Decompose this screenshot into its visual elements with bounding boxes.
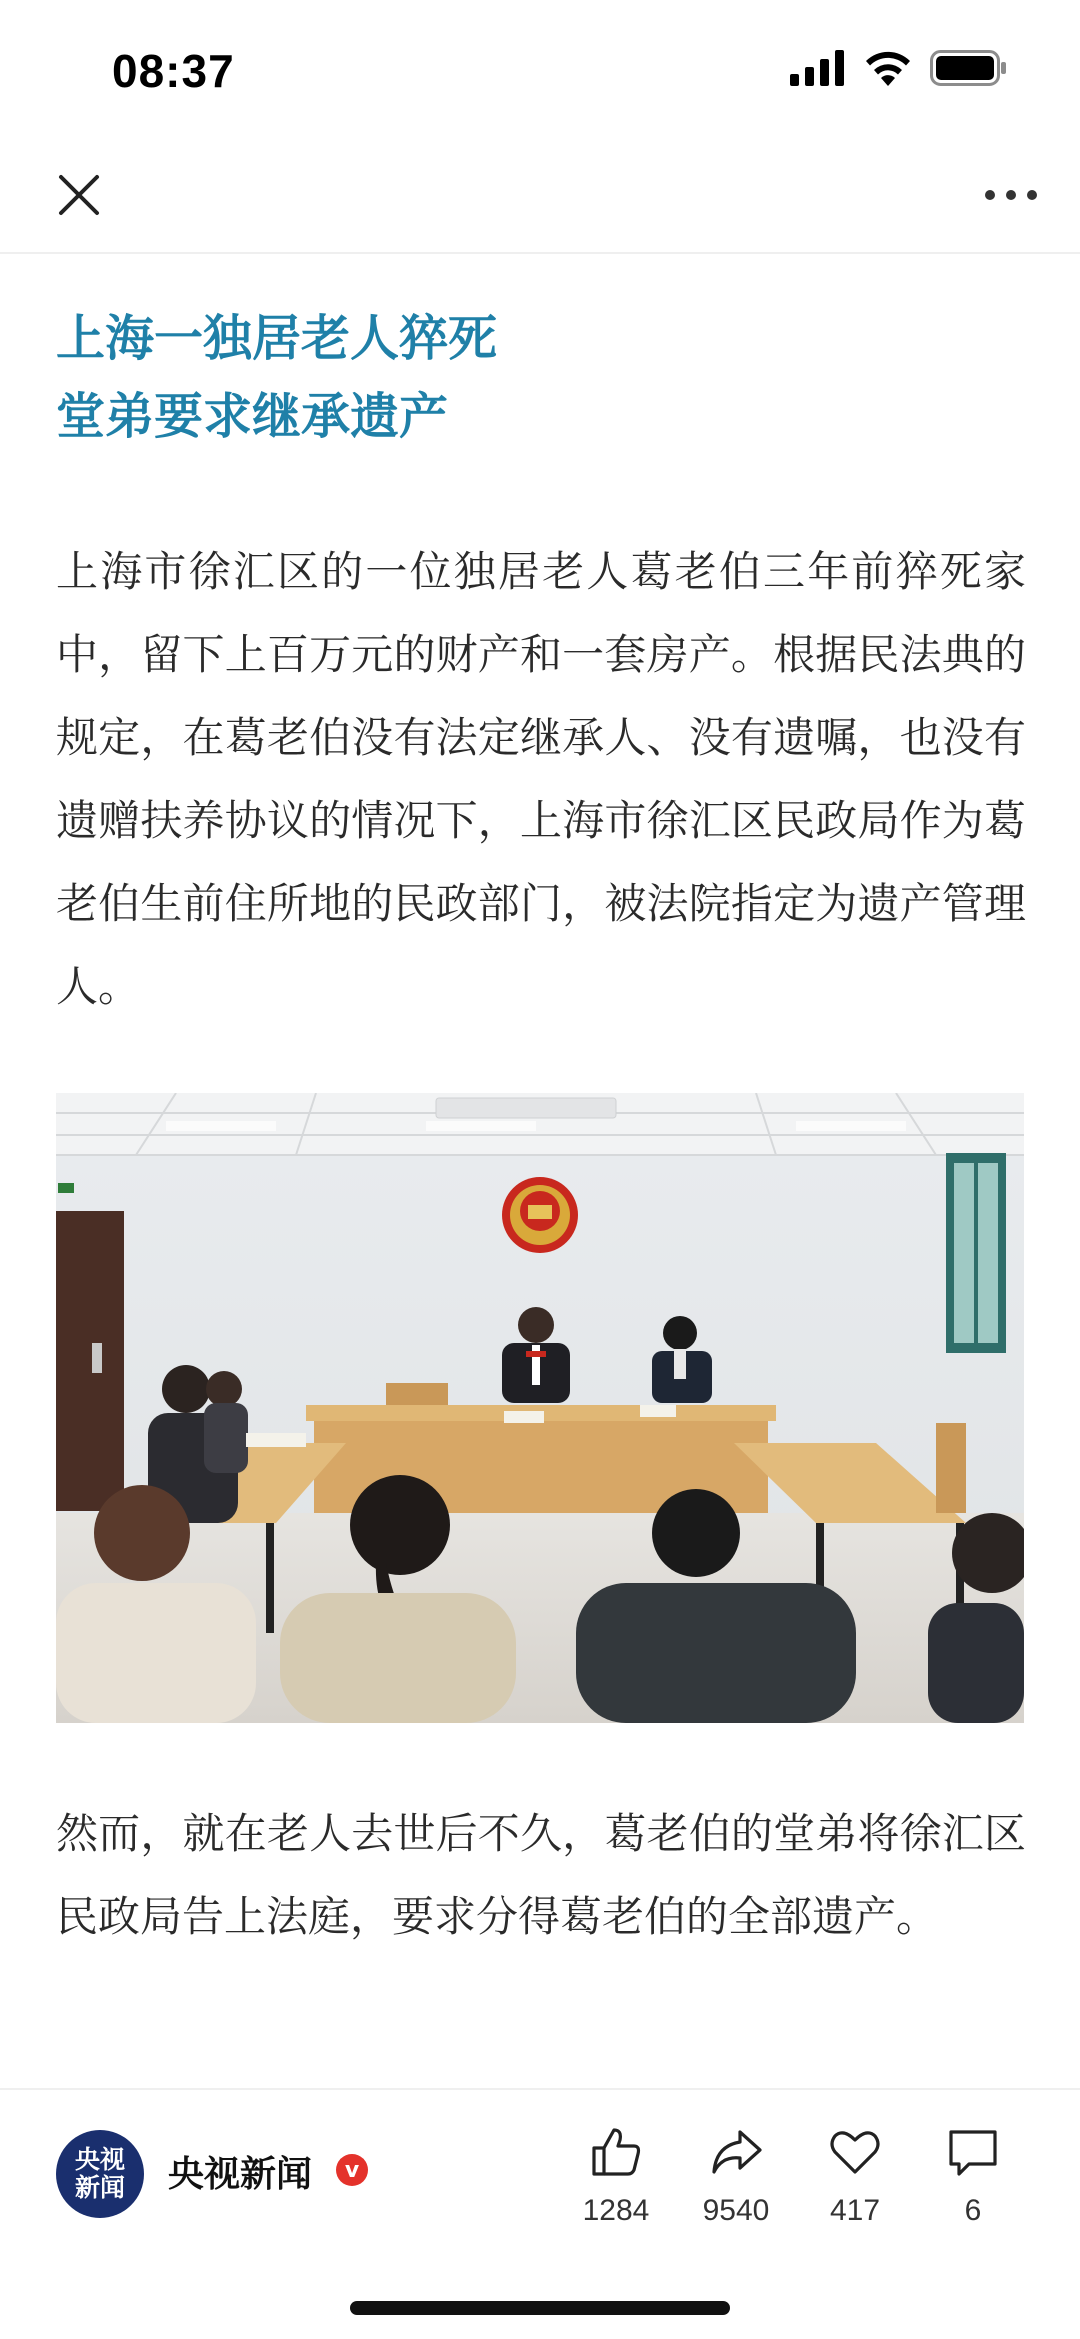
- wifi-icon: [864, 50, 912, 90]
- avatar-text-line-2: 新闻: [74, 2173, 125, 2202]
- article-body-paragraph-1: [56, 530, 1026, 1028]
- article-body-paragraph-2: [56, 1792, 1026, 1958]
- like-count: 1284: [582, 2194, 650, 2227]
- article-title-line-2: 堂弟要求继承遗产: [56, 388, 449, 445]
- more-options-button[interactable]: [976, 160, 1046, 230]
- comment-count: 6: [964, 2194, 982, 2227]
- signal-icon: [790, 50, 846, 90]
- source-name[interactable]: 央视新闻: [168, 2154, 313, 2195]
- top-navigation-bar: [0, 140, 1080, 254]
- more-icon: [983, 188, 1039, 202]
- status-icons: [790, 52, 1008, 88]
- status-bar: [0, 0, 1080, 140]
- favorite-count: 417: [829, 2194, 881, 2227]
- avatar-logo-text: [56, 2130, 144, 2218]
- favorite-button[interactable]: [800, 2124, 910, 2228]
- verified-badge-icon: v: [336, 2154, 368, 2186]
- source-avatar[interactable]: [56, 2130, 144, 2218]
- paragraph-text: 上海市徐汇区的一位独居老人葛老伯三年前猝死家中，留下上百万元的财产和一套房产。根据民法典的规定，在葛老伯没有法定继承人、没有遗嘱，也没有遗赠扶养协议的情况下，上海市徐汇区民政局作为葛老伯生前住所地的民政部门，被法院指定为遗产管理人。: [56, 547, 1026, 1011]
- share-button[interactable]: [681, 2124, 791, 2228]
- comment-icon: [945, 2124, 1001, 2180]
- avatar-text-line-1: 央视: [74, 2145, 125, 2174]
- comment-button[interactable]: [918, 2124, 1028, 2228]
- heart-icon: [827, 2124, 883, 2180]
- close-icon: [57, 173, 101, 217]
- share-icon: [708, 2124, 764, 2180]
- status-time: 08:37: [112, 45, 235, 97]
- like-button[interactable]: [561, 2124, 671, 2228]
- article-photo-courtroom[interactable]: [56, 1093, 1024, 1723]
- close-button[interactable]: [44, 160, 114, 230]
- courtroom-photo-image: [56, 1093, 1024, 1723]
- paragraph-text: 然而，就在老人去世后不久，葛老伯的堂弟将徐汇区民政局告上法庭，要求分得葛老伯的全部遗产。: [56, 1809, 1026, 1941]
- share-count: 9540: [702, 2194, 770, 2227]
- article-title-line-1: 上海一独居老人猝死: [56, 310, 498, 367]
- home-indicator[interactable]: [350, 2301, 730, 2315]
- battery-icon: [930, 50, 1008, 90]
- thumbs-up-icon: [588, 2124, 644, 2180]
- article-title: [56, 300, 1026, 456]
